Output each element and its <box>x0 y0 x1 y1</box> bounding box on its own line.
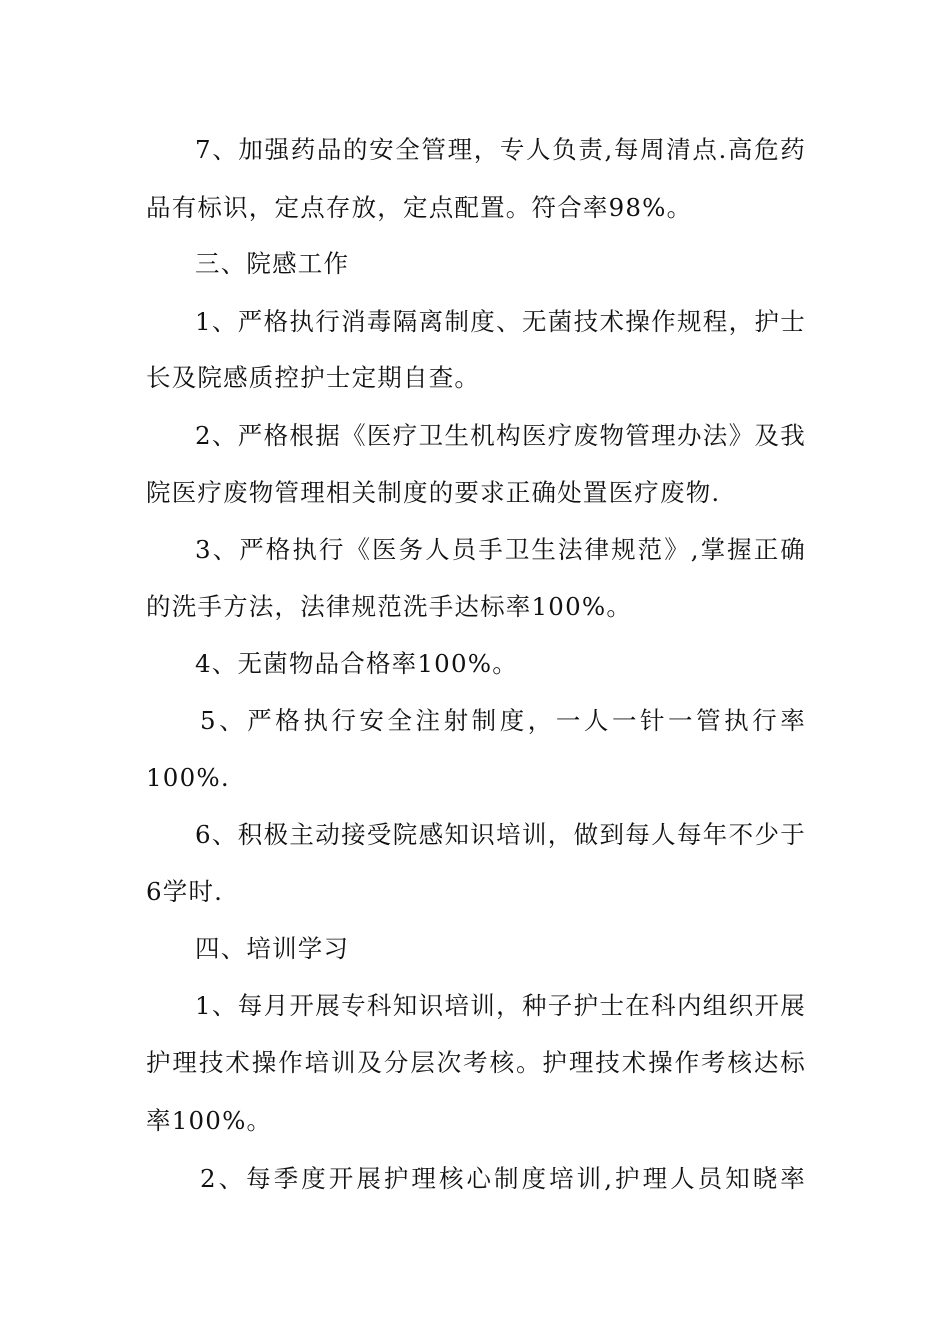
section-heading: 四、培训学习 <box>195 934 350 963</box>
paragraph-line: 6、积极主动接受院感知识培训，做到每人每年不少于 <box>195 820 806 849</box>
paragraph-line: 7、加强药品的安全管理，专人负责,每周清点.高危药 <box>195 135 806 164</box>
paragraph-line: 的洗手方法，法律规范洗手达标率100%。 <box>146 592 633 621</box>
paragraph-line: 5、严格执行安全注射制度，一人一针一管执行率 <box>200 706 806 735</box>
paragraph-line: 长及院感质控护士定期自查。 <box>146 363 481 392</box>
paragraph-line: 2、每季度开展护理核心制度培训,护理人员知晓率 <box>200 1164 806 1193</box>
paragraph-line: 率100%。 <box>146 1106 273 1135</box>
paragraph-line: 1、每月开展专科知识培训，种子护士在科内组织开展 <box>195 991 806 1020</box>
paragraph-line: 院医疗废物管理相关制度的要求正确处置医疗废物. <box>146 478 721 507</box>
paragraph-line: 100%. <box>146 763 230 792</box>
paragraph-line: 3、严格执行《医务人员手卫生法律规范》,掌握正确 <box>195 535 806 564</box>
paragraph-line: 护理技术操作培训及分层次考核。护理技术操作考核达标 <box>146 1048 806 1077</box>
paragraph-line: 品有标识，定点存放，定点配置。符合率98%。 <box>146 193 693 222</box>
paragraph-line: 4、无菌物品合格率100%。 <box>195 649 518 678</box>
paragraph-line: 1、严格执行消毒隔离制度、无菌技术操作规程，护士 <box>195 307 806 336</box>
paragraph-line: 2、严格根据《医疗卫生机构医疗废物管理办法》及我 <box>195 421 806 450</box>
paragraph-line: 6学时. <box>146 877 224 906</box>
section-heading: 三、院感工作 <box>195 249 350 278</box>
